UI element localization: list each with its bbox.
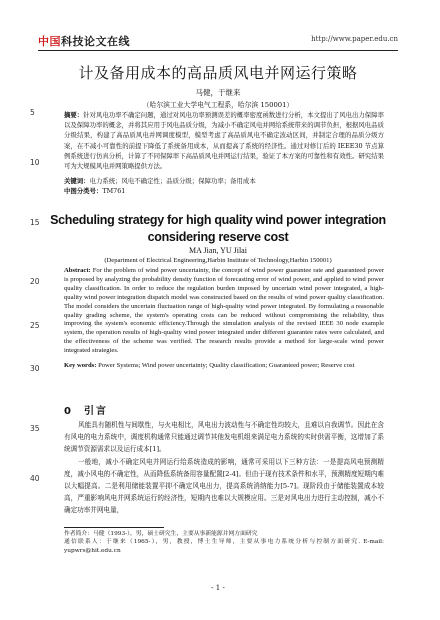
abstract-text: 针对风电功率不确定问题，通过对风电功率预测误差的概率密度函数进行分析，本文提出了风电出力保障率以及保障功率的概念，并将其应用于风电品质分级，为减小不确定风电并网给系统带来的调节负担，根据风电品质分级结果，构建了高品质风电并网调度模型，模型考虑了高品质风电不确定波动区间，并制定合理的品质分级方案，在不减小可靠性的前提下降低了系统备用成本，从而提高了系统的经济性。通过对修订后的 IEEE30 节点算例系统进行仿真分析，计算了不同保障率下高品质风电并网运行结果，验证了本方案的可靠性和有效性。研究结果可为大规模风电并网策略提供方法。 xyxy=(64,111,385,171)
journal-logo: 中国科技论文在线 xyxy=(38,35,130,48)
footnote-contact: 通信联系人：于继来（1965-），男，教授，博士生导师，主要从事电力系统分析与控制方面研究. E-mail: yupwrs@hit.edu.cn xyxy=(64,539,384,554)
section-heading xyxy=(64,402,108,417)
line-number: 40 xyxy=(30,474,40,483)
section-number: 0 xyxy=(64,406,73,417)
page-number: - 1 - xyxy=(211,584,225,592)
keywords-english xyxy=(64,362,384,371)
keywords-en-text: Power Systems; Wind power uncertainty; Quality classification; Guaranteed power; Reserve cost xyxy=(98,362,355,369)
page-header xyxy=(38,36,398,48)
footnote-rule xyxy=(64,527,164,528)
site-url[interactable]: http://www.paper.edu.cn xyxy=(311,35,398,43)
intro-paragraph-2: 一般地，减小不确定风电并网运行给系统造成的影响，通常可采用以下三种方法：一是提高风电预测精度，减小风电的不确定性，从而降低系统备用容量配置[2-4]。但由于现有技术条件和水平，预测精度短期内难以大幅提高。二是利用储能装置平抑不确定风电出力，提高系统消纳能力[5-7]。现阶段由于储能装置成本较高，严重影响风电并网系统运行的经济性，短期内也难以大规模应用。三是对风电出力进行主动控制，减小不确定功率并网电量， xyxy=(64,457,384,515)
abstract-english xyxy=(64,267,384,356)
classification-label: 中图分类号： xyxy=(64,187,103,195)
abstract-chinese xyxy=(64,110,384,171)
keywords-text: 电力系统；风电不确定性；品质分级；保障功率；备用成本 xyxy=(89,177,256,185)
abstract-en-text: For the problem of wind power uncertainty, the concept of wind power guarantee rate and guaranteed power is proposed by analyzing the probability density function of forecasting error of wind power, and applied to wind power quality classification. In order to reduce the regulation burden imposed by uncertain wind power integrated, a high-quality wind power integration dispatch model was constructed based on the results of wind power quality classification. The model considers the uncertain fluctuation range of high-quality wind power integrated. By formulating a reasonable quality grading scheme, the system's operating costs can be reduced without compromising the reliability, thus improving the system's economic efficiency.Through the simulation analysis of the revised IEEE 30 node example system, the operation results of high-quality wind power integrated under different guarantee rates were calculated, and the effectiveness of the scheme was verified. The research results provide a method for large-scale wind power integrated strategies. xyxy=(64,267,384,355)
title-chinese: 计及备用成本的高品质风电并网运行策略 xyxy=(78,64,358,82)
authors-english: MA Jian, YU Jilai xyxy=(189,246,247,255)
classification-chinese xyxy=(64,186,384,196)
line-number: 5 xyxy=(30,108,35,117)
keywords-chinese xyxy=(64,176,384,186)
line-number: 20 xyxy=(30,277,40,286)
line-number: 15 xyxy=(30,218,40,227)
line-number: 35 xyxy=(30,424,40,433)
keywords-en-label: Key words: xyxy=(64,362,97,369)
abstract-en-label: Abstract: xyxy=(64,267,91,274)
authors-chinese: 马健，于继来 xyxy=(195,88,241,97)
title-english: Scheduling strategy for high quality wind power integration considering reserve cost xyxy=(50,213,386,244)
affiliation-chinese: （哈尔滨工业大学电气工程系，哈尔滨 150001） xyxy=(142,101,294,109)
classification-text: TM761 xyxy=(102,187,126,195)
line-number: 30 xyxy=(30,364,40,373)
footnote-author-intro: 作者简介：马健（1993-），男，硕士研究生，主要从事新能源并网方面研究 xyxy=(64,531,258,537)
intro-paragraph-1: 风能具有随机性与间歇性，与火电相比，风电出力波动性与不确定性均较大，且难以自我调节。因此在含有风电的电力系统中，调度机构通常只能通过调节其他发电机组来满足电力系统的实时供需平衡，这增加了系统调节资源需求以及运行成本[1]。 xyxy=(64,421,384,454)
affiliation-english: (Department of Electrical Engineering,Harbin Institute of Technology,Harbin 150001) xyxy=(104,257,332,264)
line-number: 25 xyxy=(30,321,40,330)
line-number: 10 xyxy=(30,158,40,167)
section-title: 引言 xyxy=(83,406,108,417)
introduction-body xyxy=(64,419,384,517)
keywords-label: 关键词： xyxy=(64,177,90,185)
abstract-label: 摘要： xyxy=(64,111,84,119)
header-rule xyxy=(38,50,398,51)
footnotes xyxy=(64,530,384,555)
